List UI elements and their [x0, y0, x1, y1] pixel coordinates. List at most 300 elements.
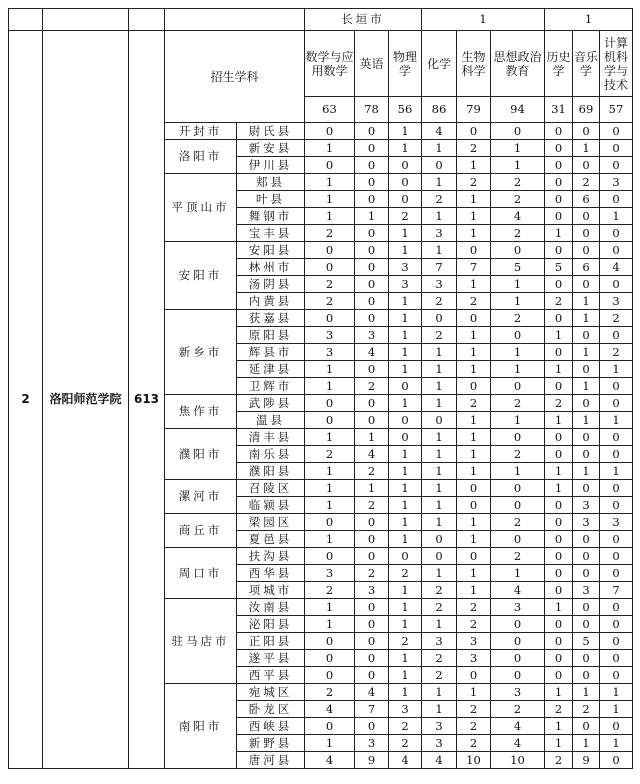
value-cell: 0 [457, 480, 491, 497]
value-cell: 0 [545, 123, 573, 140]
value-cell: 2 [491, 174, 545, 191]
value-cell: 0 [545, 616, 573, 633]
value-cell: 0 [600, 157, 633, 174]
value-cell: 0 [545, 514, 573, 531]
value-cell: 0 [600, 548, 633, 565]
value-cell: 0 [457, 667, 491, 684]
value-cell: 0 [600, 242, 633, 259]
value-cell: 2 [545, 752, 573, 769]
value-cell: 1 [457, 429, 491, 446]
value-cell: 1 [491, 565, 545, 582]
value-cell: 1 [422, 565, 457, 582]
county-name: 西平县 [237, 667, 305, 684]
value-cell: 3 [491, 599, 545, 616]
value-cell: 0 [305, 667, 355, 684]
subject-header: 化学 [422, 31, 457, 97]
value-cell: 2 [491, 225, 545, 242]
value-cell: 2 [573, 174, 600, 191]
value-cell: 1 [305, 208, 355, 225]
quota-cell: 63 [305, 97, 355, 123]
value-cell: 0 [305, 514, 355, 531]
city-name: 洛阳市 [165, 140, 237, 174]
value-cell: 3 [422, 276, 457, 293]
value-cell: 1 [305, 616, 355, 633]
value-cell: 0 [573, 429, 600, 446]
value-cell: 0 [491, 123, 545, 140]
value-cell: 2 [389, 735, 422, 752]
value-cell: 0 [600, 327, 633, 344]
value-cell: 2 [457, 701, 491, 718]
value-cell: 0 [573, 395, 600, 412]
value-cell: 1 [355, 208, 389, 225]
value-cell: 0 [600, 276, 633, 293]
school-name: 洛阳师范学院 [43, 31, 129, 769]
value-cell: 1 [389, 531, 422, 548]
value-cell: 0 [305, 548, 355, 565]
value-cell: 1 [422, 514, 457, 531]
value-cell: 0 [545, 531, 573, 548]
value-cell: 0 [600, 446, 633, 463]
value-cell: 1 [305, 531, 355, 548]
value-cell: 0 [600, 395, 633, 412]
value-cell: 3 [389, 259, 422, 276]
value-cell: 2 [305, 225, 355, 242]
city-name: 焦作市 [165, 395, 237, 429]
value-cell: 1 [600, 361, 633, 378]
value-cell: 0 [422, 310, 457, 327]
value-cell: 0 [573, 718, 600, 735]
value-cell: 2 [491, 395, 545, 412]
value-cell: 0 [389, 548, 422, 565]
value-cell: 1 [573, 310, 600, 327]
value-cell: 0 [355, 259, 389, 276]
value-cell: 0 [457, 123, 491, 140]
value-cell: 0 [573, 327, 600, 344]
subject-header: 音乐学 [573, 31, 600, 97]
value-cell: 0 [355, 667, 389, 684]
value-cell: 1 [545, 361, 573, 378]
value-cell: 3 [422, 225, 457, 242]
value-cell: 1 [545, 327, 573, 344]
value-cell: 0 [491, 633, 545, 650]
value-cell: 7 [600, 582, 633, 599]
value-cell: 1 [545, 225, 573, 242]
value-cell: 1 [600, 735, 633, 752]
value-cell: 1 [305, 174, 355, 191]
county-name: 西峡县 [237, 718, 305, 735]
city-name: 开封市 [165, 123, 237, 140]
value-cell: 10 [491, 752, 545, 769]
value-cell: 1 [545, 412, 573, 429]
county-name: 梁园区 [237, 514, 305, 531]
value-cell: 1 [305, 735, 355, 752]
value-cell: 1 [389, 582, 422, 599]
value-cell: 1 [545, 735, 573, 752]
value-cell: 1 [573, 344, 600, 361]
value-cell: 3 [305, 344, 355, 361]
value-cell: 1 [422, 684, 457, 701]
value-cell: 0 [545, 650, 573, 667]
value-cell: 1 [457, 225, 491, 242]
enrollment-table [8, 8, 633, 769]
value-cell: 1 [305, 429, 355, 446]
value-cell: 5 [573, 633, 600, 650]
value-cell: 1 [422, 497, 457, 514]
county-name: 卫辉市 [237, 378, 305, 395]
value-cell: 0 [600, 531, 633, 548]
value-cell: 1 [457, 157, 491, 174]
value-cell: 4 [355, 344, 389, 361]
value-cell: 1 [389, 684, 422, 701]
value-cell: 0 [545, 446, 573, 463]
value-cell: 1 [305, 140, 355, 157]
county-name: 唐河县 [237, 752, 305, 769]
value-cell: 2 [422, 582, 457, 599]
value-cell: 0 [573, 531, 600, 548]
value-cell: 1 [305, 480, 355, 497]
value-cell: 2 [389, 565, 422, 582]
value-cell: 2 [491, 446, 545, 463]
value-cell: 1 [389, 140, 422, 157]
county-name: 原阳县 [237, 327, 305, 344]
value-cell: 1 [389, 446, 422, 463]
value-cell: 1 [491, 140, 545, 157]
value-cell: 2 [422, 667, 457, 684]
value-cell: 1 [491, 293, 545, 310]
value-cell: 0 [600, 140, 633, 157]
county-name: 温县 [237, 412, 305, 429]
value-cell: 1 [305, 599, 355, 616]
value-cell: 3 [422, 633, 457, 650]
value-cell: 0 [600, 633, 633, 650]
value-cell: 0 [573, 446, 600, 463]
value-cell: 2 [457, 599, 491, 616]
city-name: 南阳市 [165, 684, 237, 769]
county-name: 郏县 [237, 174, 305, 191]
county-name: 清丰县 [237, 429, 305, 446]
value-cell: 3 [457, 633, 491, 650]
quota-cell: 78 [355, 97, 389, 123]
value-cell: 0 [545, 157, 573, 174]
value-cell: 0 [305, 650, 355, 667]
value-cell: 0 [545, 310, 573, 327]
county-name: 新安县 [237, 140, 305, 157]
value-cell: 4 [305, 752, 355, 769]
subject-header: 生物科学 [457, 31, 491, 97]
city-name: 漯河市 [165, 480, 237, 514]
value-cell: 1 [457, 276, 491, 293]
value-cell: 0 [491, 480, 545, 497]
value-cell: 1 [600, 684, 633, 701]
value-cell: 1 [305, 463, 355, 480]
value-cell: 0 [545, 208, 573, 225]
value-cell: 0 [545, 191, 573, 208]
value-cell: 1 [389, 480, 422, 497]
value-cell: 1 [457, 412, 491, 429]
value-cell: 2 [305, 582, 355, 599]
value-cell: 1 [305, 497, 355, 514]
value-cell: 2 [355, 565, 389, 582]
value-cell: 2 [305, 276, 355, 293]
value-cell: 0 [600, 650, 633, 667]
value-cell: 0 [573, 242, 600, 259]
value-cell: 0 [457, 548, 491, 565]
value-cell: 0 [422, 157, 457, 174]
value-cell: 2 [545, 701, 573, 718]
value-cell: 2 [355, 378, 389, 395]
value-cell: 0 [389, 157, 422, 174]
value-cell: 0 [389, 174, 422, 191]
value-cell: 1 [422, 616, 457, 633]
county-name: 南乐县 [237, 446, 305, 463]
value-cell: 2 [491, 310, 545, 327]
value-cell: 2 [389, 633, 422, 650]
value-cell: 0 [355, 310, 389, 327]
value-cell: 0 [545, 174, 573, 191]
subject-header: 英语 [355, 31, 389, 97]
value-cell: 0 [457, 310, 491, 327]
county-name: 汝南县 [237, 599, 305, 616]
value-cell: 1 [422, 463, 457, 480]
county-name: 召陵区 [237, 480, 305, 497]
value-cell: 3 [355, 735, 389, 752]
value-cell: 1 [355, 429, 389, 446]
row-index: 2 [9, 31, 43, 769]
county-name: 扶沟县 [237, 548, 305, 565]
value-cell: 1 [422, 446, 457, 463]
value-cell: 0 [573, 650, 600, 667]
value-cell: 3 [422, 735, 457, 752]
value-cell: 1 [457, 208, 491, 225]
value-cell: 0 [545, 497, 573, 514]
value-cell: 0 [573, 225, 600, 242]
value-cell: 7 [355, 701, 389, 718]
value-cell: 3 [389, 701, 422, 718]
value-cell: 4 [491, 582, 545, 599]
value-cell: 0 [389, 429, 422, 446]
value-cell: 1 [600, 208, 633, 225]
value-cell: 6 [573, 259, 600, 276]
value-cell: 1 [422, 395, 457, 412]
county-name: 汤阴县 [237, 276, 305, 293]
value-cell: 0 [573, 599, 600, 616]
value-cell: 3 [600, 174, 633, 191]
quota-cell: 79 [457, 97, 491, 123]
value-cell: 0 [422, 412, 457, 429]
value-cell: 0 [573, 616, 600, 633]
top-value-2: 1 [545, 9, 633, 31]
value-cell: 2 [422, 327, 457, 344]
value-cell: 2 [422, 650, 457, 667]
value-cell: 2 [457, 735, 491, 752]
value-cell: 0 [545, 565, 573, 582]
value-cell: 2 [389, 718, 422, 735]
value-cell: 1 [545, 463, 573, 480]
value-cell: 0 [355, 276, 389, 293]
value-cell: 0 [457, 378, 491, 395]
value-cell: 1 [389, 344, 422, 361]
value-cell: 2 [491, 548, 545, 565]
value-cell: 0 [545, 548, 573, 565]
county-name: 濮阳县 [237, 463, 305, 480]
value-cell: 2 [457, 718, 491, 735]
value-cell: 0 [573, 667, 600, 684]
value-cell: 2 [422, 191, 457, 208]
county-name: 卧龙区 [237, 701, 305, 718]
value-cell: 2 [305, 446, 355, 463]
value-cell: 1 [422, 701, 457, 718]
value-cell: 0 [545, 242, 573, 259]
value-cell: 1 [389, 327, 422, 344]
value-cell: 1 [422, 140, 457, 157]
value-cell: 0 [600, 616, 633, 633]
value-cell: 0 [573, 480, 600, 497]
value-cell: 0 [545, 378, 573, 395]
value-cell: 1 [389, 225, 422, 242]
value-cell: 0 [573, 361, 600, 378]
value-cell: 0 [355, 718, 389, 735]
county-name: 林州市 [237, 259, 305, 276]
value-cell: 1 [491, 412, 545, 429]
value-cell: 3 [600, 293, 633, 310]
subject-header: 物理学 [389, 31, 422, 97]
value-cell: 2 [457, 174, 491, 191]
value-cell: 1 [457, 565, 491, 582]
value-cell: 0 [573, 157, 600, 174]
value-cell: 1 [491, 463, 545, 480]
value-cell: 0 [355, 123, 389, 140]
value-cell: 0 [305, 412, 355, 429]
city-name: 濮阳市 [165, 429, 237, 480]
value-cell: 0 [355, 412, 389, 429]
value-cell: 3 [573, 497, 600, 514]
value-cell: 1 [389, 497, 422, 514]
value-cell: 0 [545, 140, 573, 157]
value-cell: 7 [422, 259, 457, 276]
value-cell: 1 [389, 395, 422, 412]
value-cell: 2 [545, 395, 573, 412]
value-cell: 2 [457, 140, 491, 157]
value-cell: 1 [457, 361, 491, 378]
value-cell: 1 [389, 242, 422, 259]
subject-header: 计算机科学与技术 [600, 31, 633, 97]
value-cell: 0 [355, 531, 389, 548]
city-name: 新乡市 [165, 310, 237, 395]
value-cell: 0 [457, 242, 491, 259]
value-cell: 1 [305, 191, 355, 208]
value-cell: 4 [491, 208, 545, 225]
quota-cell: 57 [600, 97, 633, 123]
value-cell: 2 [389, 208, 422, 225]
value-cell: 1 [389, 361, 422, 378]
value-cell: 1 [491, 157, 545, 174]
value-cell: 1 [457, 514, 491, 531]
city-name: 平顶山市 [165, 174, 237, 242]
value-cell: 0 [491, 531, 545, 548]
value-cell: 1 [422, 480, 457, 497]
value-cell: 4 [355, 684, 389, 701]
value-cell: 0 [355, 514, 389, 531]
value-cell: 1 [389, 463, 422, 480]
value-cell: 1 [600, 412, 633, 429]
value-cell: 0 [600, 599, 633, 616]
county-name: 正阳县 [237, 633, 305, 650]
value-cell: 1 [457, 327, 491, 344]
subject-header: 思想政治教育 [491, 31, 545, 97]
county-name: 泌阳县 [237, 616, 305, 633]
county-name: 武陟县 [237, 395, 305, 412]
value-cell: 0 [355, 242, 389, 259]
quota-cell: 56 [389, 97, 422, 123]
county-name: 伊川县 [237, 157, 305, 174]
value-cell: 1 [457, 191, 491, 208]
value-cell: 0 [355, 650, 389, 667]
value-cell: 0 [305, 123, 355, 140]
value-cell: 5 [491, 259, 545, 276]
top-value-1: 1 [422, 9, 545, 31]
value-cell: 1 [305, 378, 355, 395]
value-cell: 0 [491, 429, 545, 446]
value-cell: 2 [491, 701, 545, 718]
value-cell: 1 [573, 378, 600, 395]
value-cell: 3 [355, 327, 389, 344]
quota-cell: 69 [573, 97, 600, 123]
county-name: 新野县 [237, 735, 305, 752]
value-cell: 0 [573, 276, 600, 293]
subject-header-row [9, 31, 633, 97]
value-cell: 0 [355, 293, 389, 310]
value-cell: 2 [491, 514, 545, 531]
value-cell: 1 [545, 718, 573, 735]
value-cell: 0 [491, 667, 545, 684]
value-cell: 4 [389, 752, 422, 769]
value-cell: 2 [422, 599, 457, 616]
value-cell: 9 [573, 752, 600, 769]
value-cell: 1 [545, 684, 573, 701]
value-cell: 9 [355, 752, 389, 769]
value-cell: 1 [389, 123, 422, 140]
value-cell: 0 [573, 565, 600, 582]
value-cell: 0 [600, 123, 633, 140]
value-cell: 1 [457, 463, 491, 480]
total-quota: 613 [129, 31, 165, 769]
value-cell: 2 [573, 701, 600, 718]
value-cell: 0 [305, 310, 355, 327]
value-cell: 0 [600, 191, 633, 208]
value-cell: 0 [573, 548, 600, 565]
county-name: 获嘉县 [237, 310, 305, 327]
county-name: 尉氏县 [237, 123, 305, 140]
value-cell: 3 [355, 582, 389, 599]
value-cell: 0 [355, 548, 389, 565]
value-cell: 0 [545, 429, 573, 446]
value-cell: 0 [491, 242, 545, 259]
value-cell: 0 [355, 361, 389, 378]
county-name: 内黄县 [237, 293, 305, 310]
value-cell: 10 [457, 752, 491, 769]
value-cell: 3 [491, 684, 545, 701]
value-cell: 0 [545, 344, 573, 361]
value-cell: 4 [422, 752, 457, 769]
value-cell: 0 [355, 191, 389, 208]
value-cell: 4 [600, 259, 633, 276]
top-row [9, 9, 633, 31]
value-cell: 0 [545, 582, 573, 599]
value-cell: 1 [573, 463, 600, 480]
value-cell: 3 [305, 565, 355, 582]
value-cell: 0 [573, 208, 600, 225]
value-cell: 1 [457, 531, 491, 548]
